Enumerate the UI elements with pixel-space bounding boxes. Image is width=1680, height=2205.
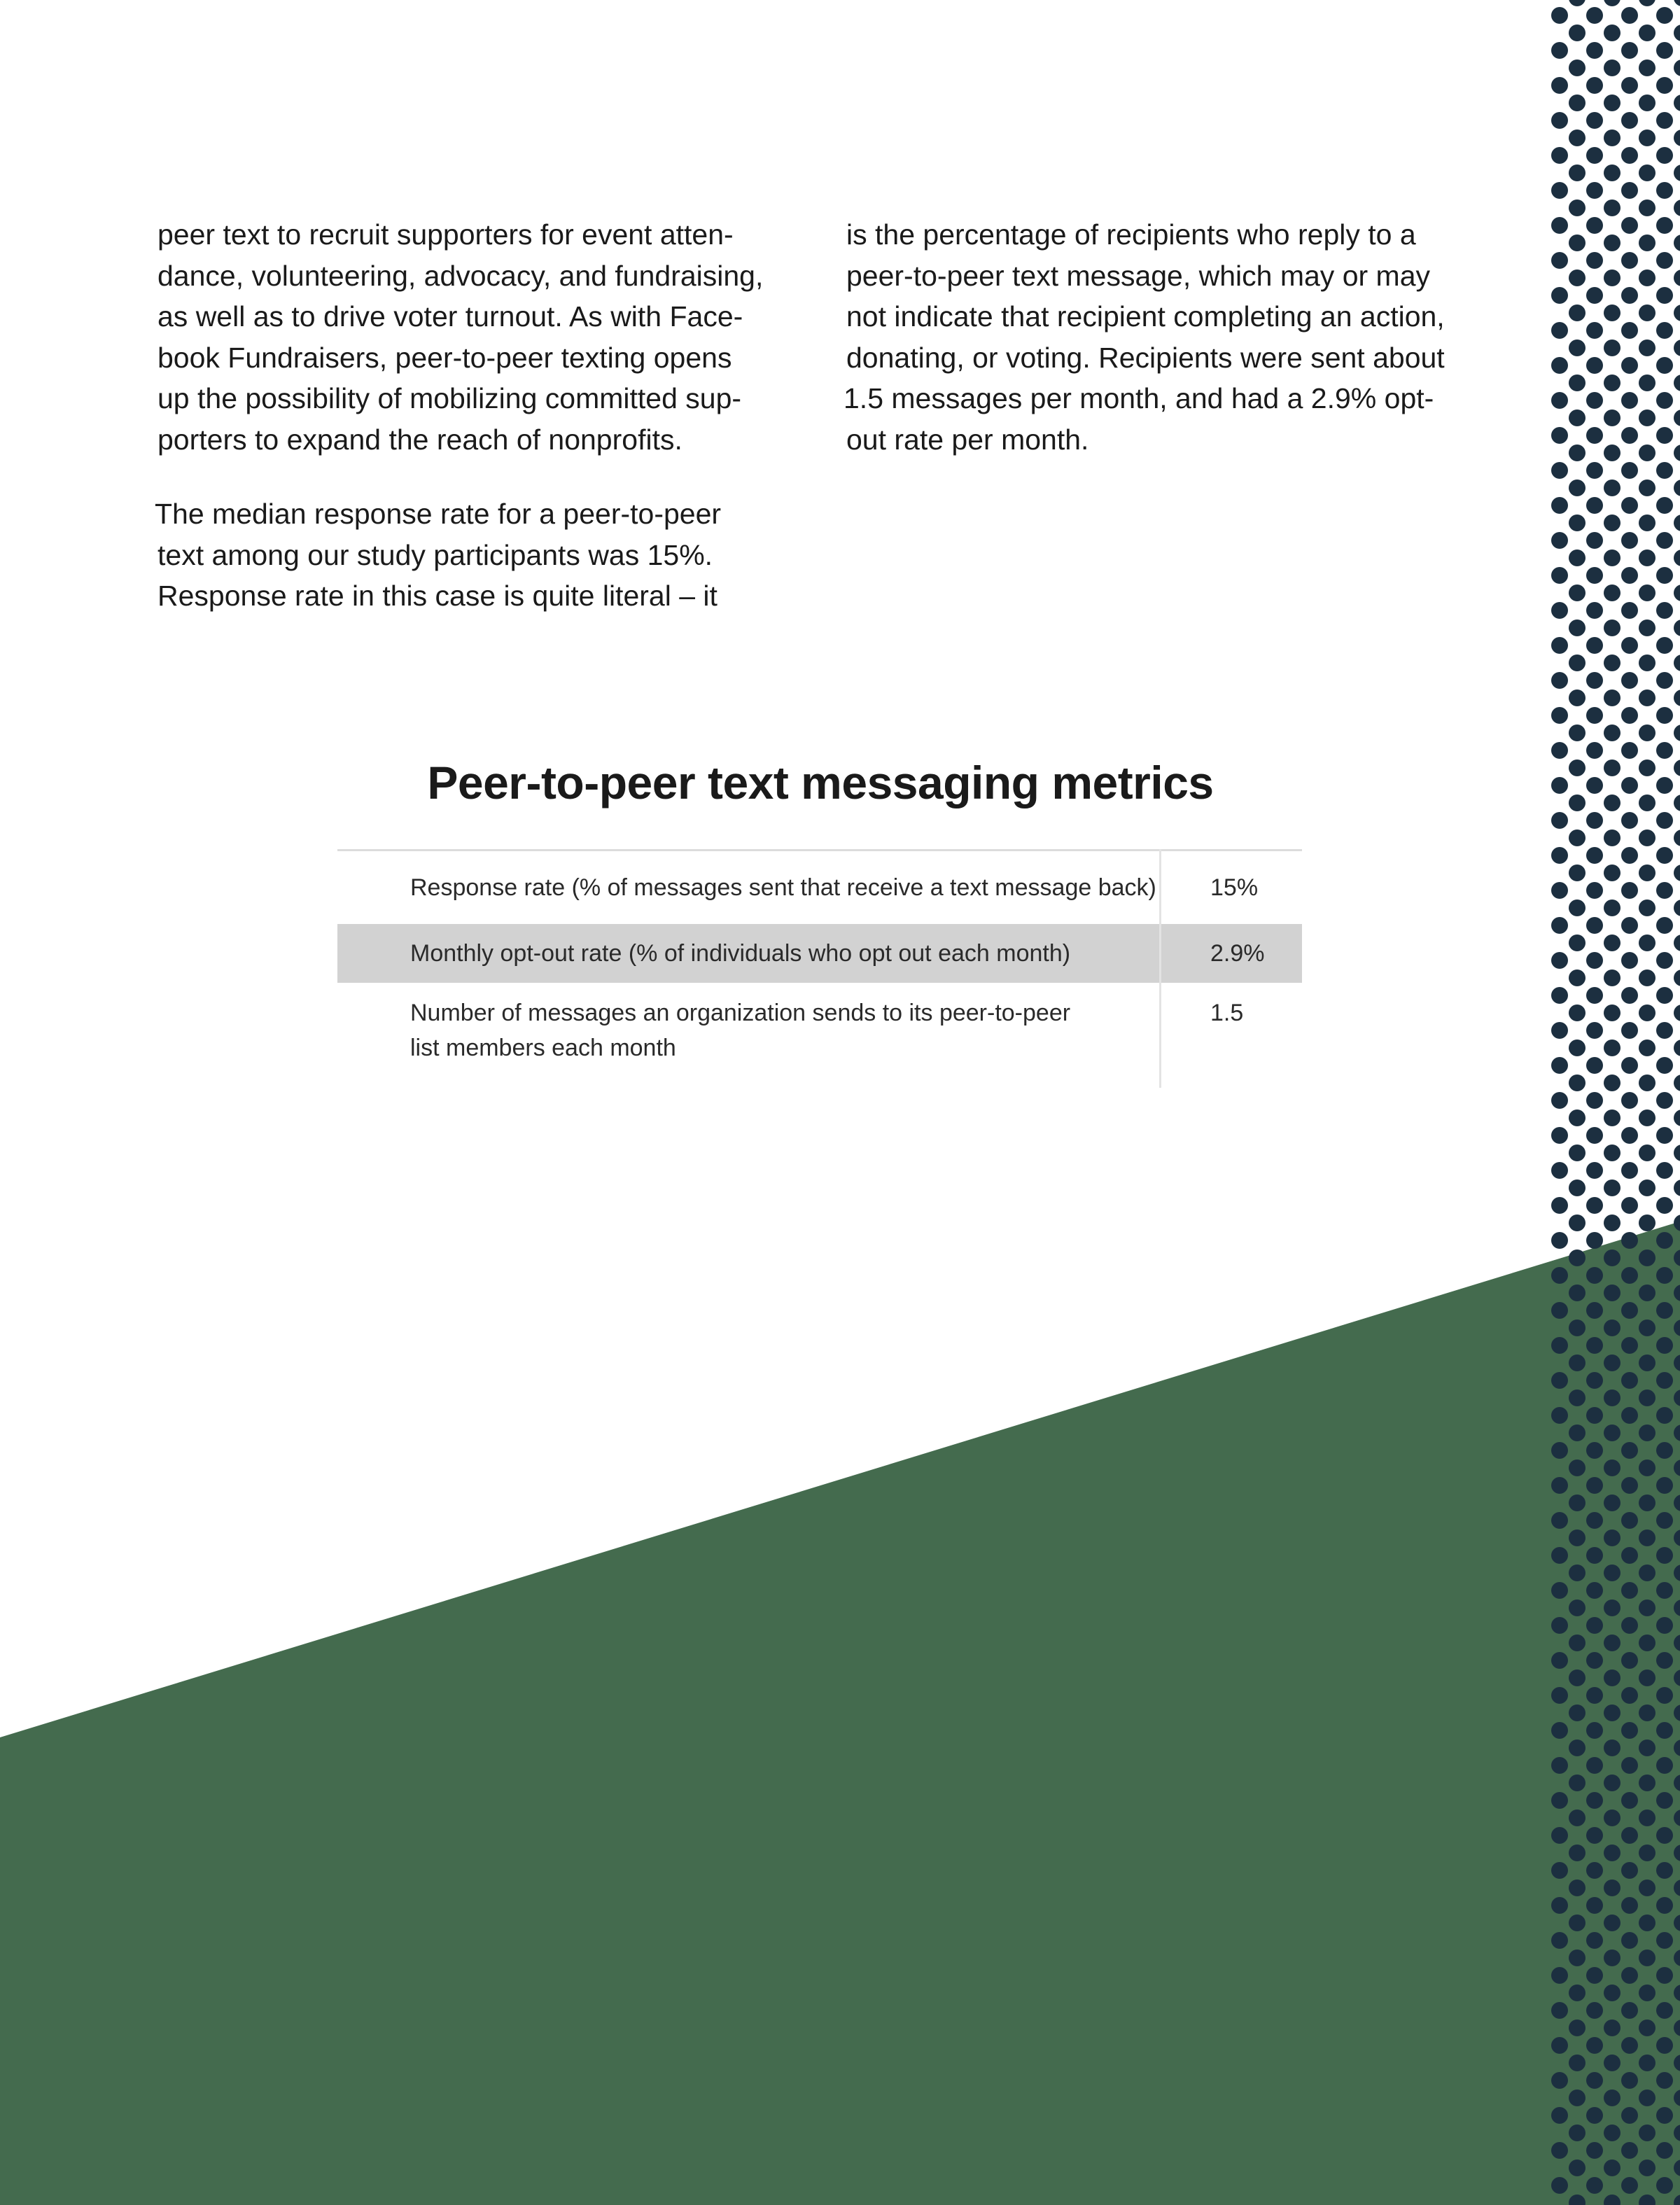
table-row [337, 983, 1302, 1088]
text-line: 1.5 messages per month, and had a 2.9% opt- [844, 382, 1434, 414]
right-text-column [846, 214, 1518, 460]
table-row-highlighted [337, 924, 1302, 983]
text-line: text among our study participants was 15%. [158, 538, 713, 571]
table-title: Peer-to-peer text messaging metrics [427, 757, 1214, 808]
metric-label [337, 983, 1161, 1088]
right-paragraph [846, 214, 1518, 460]
left-text-column [155, 214, 830, 617]
text-line: The median response rate for a peer-to-peer [155, 498, 722, 530]
text-line: peer-to-peer text message, which may or may [846, 259, 1430, 292]
text-line: porters to expand the reach of nonprofits. [158, 423, 682, 456]
metric-label: Response rate (% of messages sent that receive a text message back) [337, 850, 1161, 925]
text-line: book Fundraisers, peer-to-peer texting opens [158, 341, 732, 374]
text-line: is the percentage of recipients who reply to a [846, 218, 1416, 251]
text-line: out rate per month. [846, 423, 1089, 456]
metric-value: 15% [1161, 850, 1303, 925]
text-line: donating, or voting. Recipients were sent about [846, 341, 1445, 374]
metric-value: 2.9% [1161, 924, 1303, 983]
table-row [337, 850, 1302, 925]
text-line: not indicate that recipient completing an action, [846, 300, 1445, 332]
text-line: as well as to drive voter turnout. As with Face- [158, 300, 743, 332]
green-diagonal-band [0, 1222, 1680, 2205]
text-line: dance, volunteering, advocacy, and fundraising, [158, 259, 764, 292]
metrics-table [337, 849, 1302, 1088]
metric-label: Monthly opt-out rate (% of individuals who opt out each month) [337, 924, 1161, 983]
metric-label-line: list members each month [410, 1035, 676, 1061]
text-line: Response rate in this case is quite literal – it [158, 580, 718, 612]
text-line: up the possibility of mobilizing committed sup- [158, 382, 742, 414]
left-paragraph-1 [158, 214, 830, 460]
metric-label-line: Number of messages an organization sends to its peer-to-peer [410, 1000, 1071, 1026]
dot-pattern-strip [1551, 0, 1680, 2205]
text-line: peer text to recruit supporters for event atten- [158, 218, 734, 251]
metric-value: 1.5 [1210, 1000, 1244, 1026]
left-paragraph-2 [155, 493, 830, 617]
